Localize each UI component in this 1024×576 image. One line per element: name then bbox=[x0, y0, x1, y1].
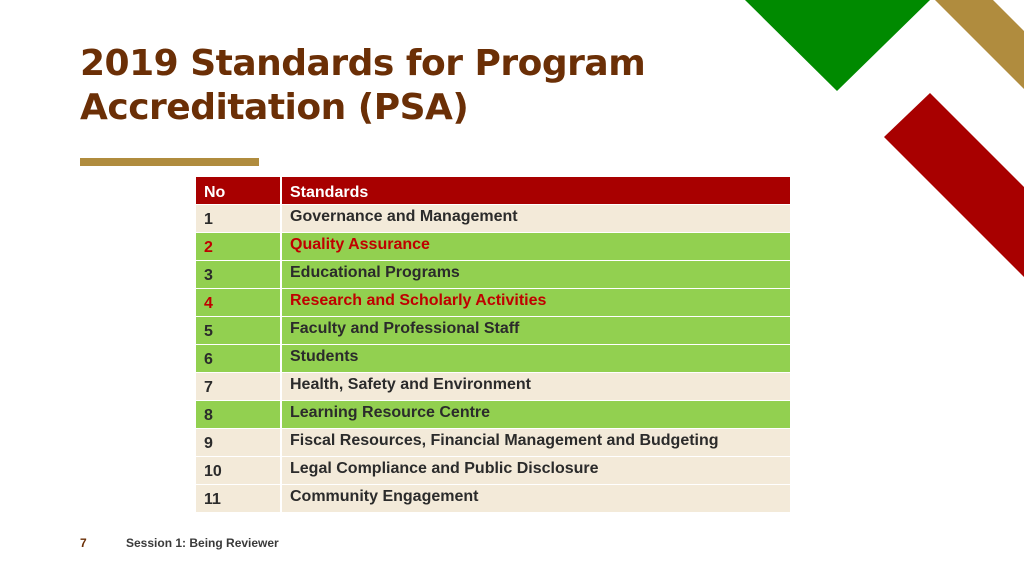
table-row bbox=[196, 456, 790, 484]
standard-name-cell: Community Engagement bbox=[281, 484, 790, 512]
row-number-cell: 4 bbox=[196, 288, 281, 316]
table-row bbox=[196, 232, 790, 260]
session-label: Session 1: Being Reviewer bbox=[126, 536, 279, 550]
row-number-cell: 6 bbox=[196, 344, 281, 372]
green-triangle-shape bbox=[745, 0, 930, 91]
title-underline bbox=[80, 158, 259, 166]
table-row bbox=[196, 204, 790, 232]
table-row bbox=[196, 260, 790, 288]
standard-name-cell: Research and Scholarly Activities bbox=[281, 288, 790, 316]
column-header-no: No bbox=[196, 177, 281, 204]
row-number-cell: 2 bbox=[196, 232, 281, 260]
standards-table-body bbox=[196, 204, 790, 512]
table-row bbox=[196, 288, 790, 316]
row-number-cell: 5 bbox=[196, 316, 281, 344]
standard-name-cell: Students bbox=[281, 344, 790, 372]
table-header-row bbox=[196, 177, 790, 204]
table-row bbox=[196, 316, 790, 344]
red-band-shape bbox=[884, 93, 1024, 277]
row-number-cell: 3 bbox=[196, 260, 281, 288]
standard-name-cell: Fiscal Resources, Financial Management and Budgeting bbox=[281, 428, 790, 456]
table-row bbox=[196, 400, 790, 428]
standard-name-cell: Legal Compliance and Public Disclosure bbox=[281, 456, 790, 484]
slide-title-line-1: 2019 Standards for Program bbox=[80, 43, 646, 84]
standards-table bbox=[196, 177, 790, 513]
slide-title-line-2: Accreditation (PSA) bbox=[80, 87, 469, 128]
row-number-cell: 7 bbox=[196, 372, 281, 400]
column-header-standards: Standards bbox=[281, 177, 790, 204]
standard-name-cell: Learning Resource Centre bbox=[281, 400, 790, 428]
table-row bbox=[196, 484, 790, 512]
gold-band-shape bbox=[935, 0, 1024, 89]
standard-name-cell: Educational Programs bbox=[281, 260, 790, 288]
page-number: 7 bbox=[80, 536, 87, 550]
standard-name-cell: Health, Safety and Environment bbox=[281, 372, 790, 400]
row-number-cell: 1 bbox=[196, 204, 281, 232]
slide-title bbox=[80, 42, 760, 130]
row-number-cell: 11 bbox=[196, 484, 281, 512]
standard-name-cell: Governance and Management bbox=[281, 204, 790, 232]
row-number-cell: 8 bbox=[196, 400, 281, 428]
standard-name-cell: Quality Assurance bbox=[281, 232, 790, 260]
table-row bbox=[196, 344, 790, 372]
standard-name-cell: Faculty and Professional Staff bbox=[281, 316, 790, 344]
table-row bbox=[196, 372, 790, 400]
row-number-cell: 9 bbox=[196, 428, 281, 456]
table-row bbox=[196, 428, 790, 456]
row-number-cell: 10 bbox=[196, 456, 281, 484]
